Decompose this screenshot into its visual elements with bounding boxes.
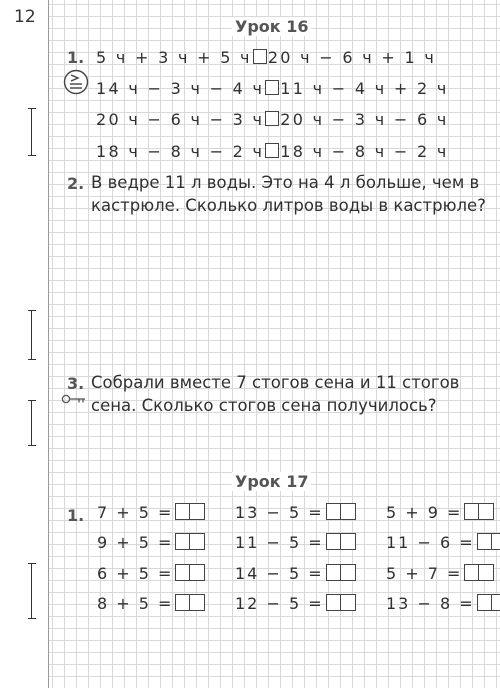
example-text: 7 + 5 = [97,503,174,522]
comparison-box[interactable] [265,111,279,126]
example [386,533,500,552]
example-text: 11 − 6 = [386,533,475,552]
example-text: 6 + 5 = [97,564,174,583]
answer-box[interactable] [326,594,356,611]
example [97,594,205,613]
example [97,564,205,583]
example-text: 13 − 8 = [386,594,475,613]
expression-left: 18 ч − 8 ч − 2 ч [96,142,265,161]
lesson-16-title: Урок 16 [232,17,311,36]
compare-row [96,110,449,129]
answer-box[interactable] [175,533,205,550]
example [97,503,205,522]
example-text: 13 − 5 = [235,503,324,522]
comparison-box[interactable] [265,80,279,95]
example-text: 14 − 5 = [235,564,324,583]
answer-box[interactable] [326,533,356,550]
greater-less-equal-icon [63,69,89,95]
key-icon [61,393,87,405]
task-3-number: 3. [67,374,85,393]
answer-box[interactable] [477,594,500,611]
page-margin [0,0,49,688]
task-3-text: Собрали вместе 7 стогов сена и 11 стогов сена. Сколько стогов сена получилось? [91,373,460,415]
example [386,503,494,522]
page-number: 12 [14,7,36,27]
example-text: 11 − 5 = [235,533,324,552]
compare-row [96,48,436,67]
example [97,533,205,552]
answer-box[interactable] [175,594,205,611]
margin-mark [31,310,37,360]
example-text: 12 − 5 = [235,594,324,613]
example [386,564,494,583]
example [235,503,356,522]
answer-box[interactable] [464,564,494,581]
margin-mark [31,400,37,446]
task-1-number: 1. [67,48,85,67]
task-2-number: 2. [67,174,85,193]
expression-right: 20 ч − 3 ч − 6 ч [280,110,449,129]
expression-right: 18 ч − 8 ч − 2 ч [280,142,449,161]
task-2-text: В ведре 11 л воды. Это на 4 л больше, чем в кастрюле. Сколько литров воды в кастрюле? [91,173,486,215]
expression-right: 20 ч − 6 ч + 1 ч [267,48,437,67]
comparison-box[interactable] [265,143,279,158]
expression-left: 20 ч − 6 ч − 3 ч [96,110,265,129]
compare-row [96,142,449,161]
answer-box[interactable] [175,564,205,581]
expression-left: 14 ч − 3 ч − 4 ч [96,79,265,98]
margin-mark [31,563,37,619]
example-text: 5 + 9 = [386,503,463,522]
answer-box[interactable] [326,564,356,581]
example [386,594,500,613]
compare-row [96,79,449,98]
expression-right: 11 ч − 4 ч + 2 ч [280,79,449,98]
margin-mark [31,108,37,156]
answer-box[interactable] [477,533,500,550]
example [235,564,356,583]
answer-box[interactable] [464,503,494,520]
answer-box[interactable] [326,503,356,520]
lesson-17-title: Урок 17 [232,472,311,491]
example-text: 9 + 5 = [97,533,174,552]
expression-left: 5 ч + 3 ч + 5 ч [96,48,252,67]
example [235,594,356,613]
answer-box[interactable] [175,503,205,520]
example [235,533,356,552]
example-text: 8 + 5 = [97,594,174,613]
task-1-number: 1. [67,506,85,525]
example-text: 5 + 7 = [386,564,463,583]
comparison-box[interactable] [253,49,267,64]
